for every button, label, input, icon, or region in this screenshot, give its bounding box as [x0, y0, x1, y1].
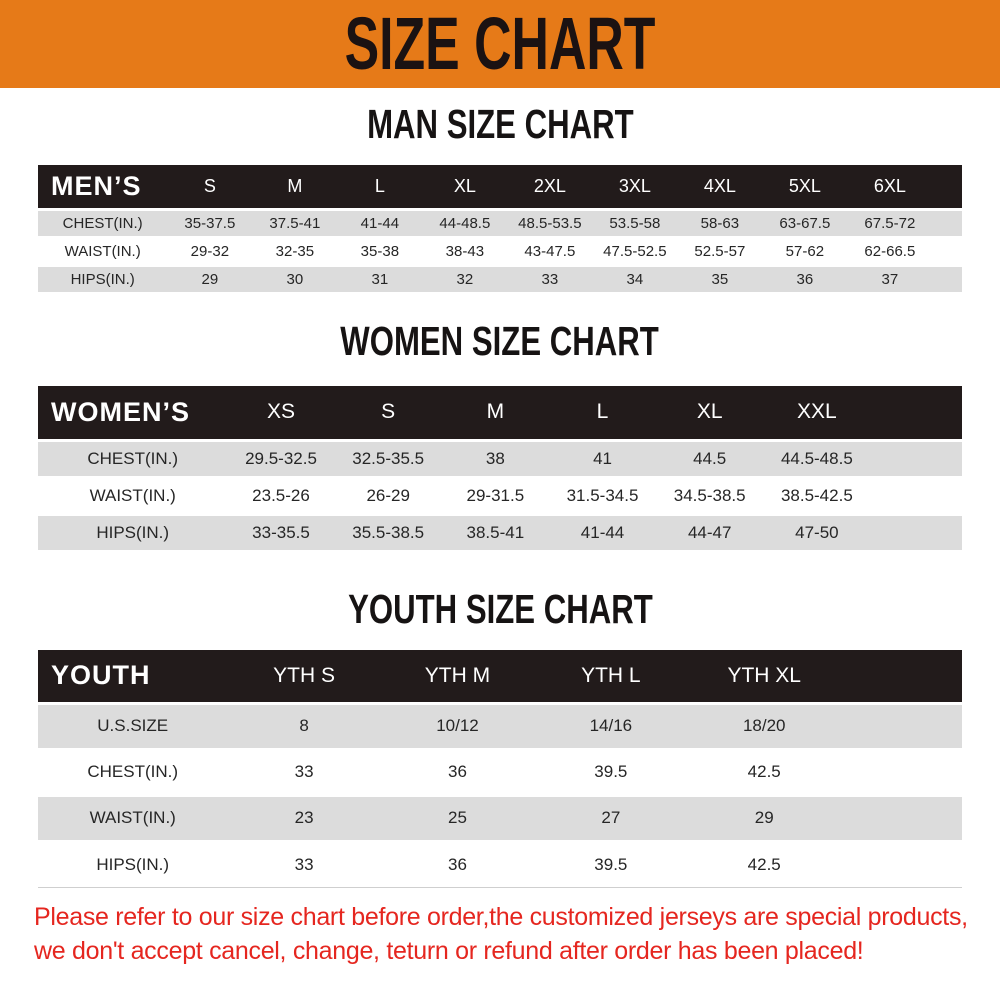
- size-value-cell: 39.5: [594, 854, 628, 874]
- table-row: [38, 703, 962, 749]
- row-label-cell: CHEST(IN.): [62, 214, 143, 232]
- youth-table-title-cell: YOUTH: [51, 660, 151, 691]
- column-header-cell: 5XL: [788, 175, 821, 196]
- spacer-cell: [841, 650, 962, 703]
- column-header-cell: 4XL: [703, 175, 736, 196]
- size-value-cell: 25: [448, 808, 467, 827]
- youth-size-chart-heading: [0, 586, 1000, 632]
- size-value-cell: 42.5: [747, 762, 781, 781]
- size-chart-banner: [0, 0, 1000, 88]
- row-label-cell: WAIST(IN.): [89, 808, 176, 827]
- column-header-cell: XL: [696, 400, 723, 424]
- size-value-cell: 44-48.5: [439, 214, 491, 232]
- column-header-cell: M: [486, 400, 505, 424]
- column-header-cell: M: [287, 175, 303, 196]
- table-row: [38, 441, 962, 478]
- table-row: [38, 749, 962, 795]
- size-value-cell: 23: [294, 808, 314, 827]
- size-value-cell: 38: [485, 449, 505, 468]
- youth-size-table: [38, 650, 962, 888]
- women-table-title-cell: WOMEN’S: [51, 396, 190, 427]
- order-policy-note-line2: we don't accept cancel, change, teturn or refund after order has been placed!: [34, 937, 864, 965]
- men-header-row: [38, 165, 962, 209]
- men-table-title-cell: MEN’S: [51, 170, 142, 201]
- page-title: SIZE CHART: [344, 2, 656, 85]
- size-value-cell: 32.5-35.5: [352, 449, 425, 468]
- spacer-cell: [841, 841, 962, 887]
- row-label-cell: HIPS(IN.): [96, 854, 170, 874]
- size-value-cell: 31: [371, 270, 389, 288]
- spacer-cell: [841, 703, 962, 749]
- size-value-cell: 36: [448, 762, 467, 781]
- size-value-cell: 67.5-72: [864, 214, 916, 232]
- size-value-cell: 44-47: [687, 523, 732, 542]
- size-value-cell: 30: [286, 270, 304, 288]
- spacer-cell: [932, 209, 962, 237]
- table-row: [38, 209, 962, 237]
- size-value-cell: 33: [294, 854, 314, 874]
- size-value-cell: 29-32: [190, 242, 230, 260]
- size-value-cell: 39.5: [594, 762, 628, 781]
- women-size-table: [38, 386, 962, 554]
- spacer-cell: [932, 165, 962, 209]
- size-value-cell: 58-63: [700, 214, 740, 232]
- column-header-cell: YTH M: [424, 663, 491, 687]
- column-header-cell: 6XL: [873, 175, 906, 196]
- column-header-cell: L: [374, 175, 385, 196]
- size-value-cell: 57-62: [785, 242, 825, 260]
- man-size-chart-heading-text: MAN SIZE CHART: [366, 101, 634, 147]
- column-header-cell: 2XL: [533, 175, 566, 196]
- row-label-cell: U.S.SIZE: [97, 716, 169, 735]
- youth-header-row: [38, 650, 962, 703]
- spacer-cell: [932, 237, 962, 265]
- size-value-cell: 44.5: [693, 449, 727, 468]
- table-row: [38, 515, 962, 552]
- row-label-cell: CHEST(IN.): [87, 449, 179, 468]
- column-header-cell: XL: [453, 175, 476, 196]
- size-value-cell: 33: [294, 762, 314, 781]
- size-value-cell: 42.5: [747, 854, 781, 874]
- table-row: [38, 795, 962, 841]
- size-value-cell: 29-31.5: [466, 486, 525, 505]
- column-header-cell: 3XL: [618, 175, 651, 196]
- size-value-cell: 38-43: [445, 242, 485, 260]
- size-value-cell: 37: [881, 270, 899, 288]
- size-value-cell: 35: [711, 270, 729, 288]
- women-header-row: [38, 386, 962, 441]
- size-value-cell: 26-29: [366, 486, 410, 505]
- size-value-cell: 41-44: [580, 523, 625, 542]
- men-size-table: [38, 165, 962, 295]
- spacer-cell: [870, 386, 962, 441]
- size-value-cell: 34.5-38.5: [673, 486, 746, 505]
- column-header-cell: XXL: [797, 400, 837, 424]
- size-value-cell: 37.5-41: [269, 214, 321, 232]
- column-header-cell: S: [381, 400, 396, 424]
- size-value-cell: 35-38: [360, 242, 400, 260]
- size-value-cell: 29.5-32.5: [245, 449, 317, 468]
- table-row: [38, 265, 962, 293]
- table-row: [38, 841, 962, 887]
- table-row: [38, 478, 962, 515]
- spacer-cell: [870, 515, 962, 552]
- size-value-cell: 47-50: [795, 523, 839, 542]
- order-policy-note: [34, 900, 1000, 969]
- order-policy-note-line1: Please refer to our size chart before order,the customized jerseys are special products,: [34, 902, 968, 931]
- size-value-cell: 32-35: [275, 242, 315, 260]
- size-value-cell: 41: [593, 449, 612, 468]
- size-value-cell: 63-67.5: [779, 214, 831, 232]
- size-value-cell: 41-44: [360, 214, 400, 232]
- size-value-cell: 29: [201, 270, 219, 288]
- size-value-cell: 32: [456, 270, 474, 288]
- women-size-chart-heading: [0, 317, 1000, 364]
- size-value-cell: 29: [754, 808, 774, 827]
- row-label-cell: WAIST(IN.): [89, 486, 176, 505]
- size-value-cell: 35.5-38.5: [352, 523, 425, 542]
- size-value-cell: 33-35.5: [252, 523, 310, 542]
- youth-size-chart-heading-text: YOUTH SIZE CHART: [347, 586, 653, 632]
- column-header-cell: XS: [267, 400, 296, 424]
- size-value-cell: 18/20: [742, 716, 786, 735]
- size-value-cell: 36: [796, 270, 814, 288]
- size-value-cell: 53.5-58: [609, 214, 661, 232]
- size-value-cell: 43-47.5: [524, 242, 576, 260]
- table-row: [38, 237, 962, 265]
- row-label-cell: WAIST(IN.): [64, 242, 141, 260]
- size-value-cell: 44.5-48.5: [780, 449, 853, 468]
- column-header-cell: L: [596, 400, 609, 424]
- size-value-cell: 33: [541, 270, 559, 288]
- size-value-cell: 23.5-26: [252, 486, 310, 505]
- size-value-cell: 10/12: [436, 716, 479, 735]
- size-value-cell: 27: [601, 808, 621, 827]
- spacer-cell: [870, 441, 962, 478]
- size-value-cell: 38.5-41: [466, 523, 525, 542]
- spacer-cell: [841, 795, 962, 841]
- spacer-cell: [841, 749, 962, 795]
- column-header-cell: YTH XL: [727, 663, 801, 687]
- column-header-cell: S: [203, 175, 216, 196]
- row-label-cell: HIPS(IN.): [70, 270, 135, 288]
- size-value-cell: 47.5-52.5: [603, 242, 667, 260]
- column-header-cell: YTH S: [273, 663, 336, 687]
- row-label-cell: CHEST(IN.): [87, 762, 179, 781]
- man-size-chart-heading: [0, 101, 1000, 147]
- size-value-cell: 36: [448, 854, 467, 874]
- size-value-cell: 14/16: [589, 716, 633, 735]
- size-value-cell: 48.5-53.5: [518, 214, 582, 232]
- size-value-cell: 35-37.5: [184, 214, 236, 232]
- column-header-cell: YTH L: [581, 663, 641, 687]
- size-value-cell: 62-66.5: [864, 242, 916, 260]
- size-value-cell: 38.5-42.5: [780, 486, 853, 505]
- size-value-cell: 31.5-34.5: [566, 486, 639, 505]
- size-value-cell: 8: [299, 716, 309, 735]
- women-size-chart-heading-text: WOMEN SIZE CHART: [340, 317, 660, 364]
- size-value-cell: 52.5-57: [694, 242, 746, 260]
- row-label-cell: HIPS(IN.): [96, 523, 170, 542]
- spacer-cell: [870, 478, 962, 515]
- size-value-cell: 34: [626, 270, 644, 288]
- spacer-cell: [932, 265, 962, 293]
